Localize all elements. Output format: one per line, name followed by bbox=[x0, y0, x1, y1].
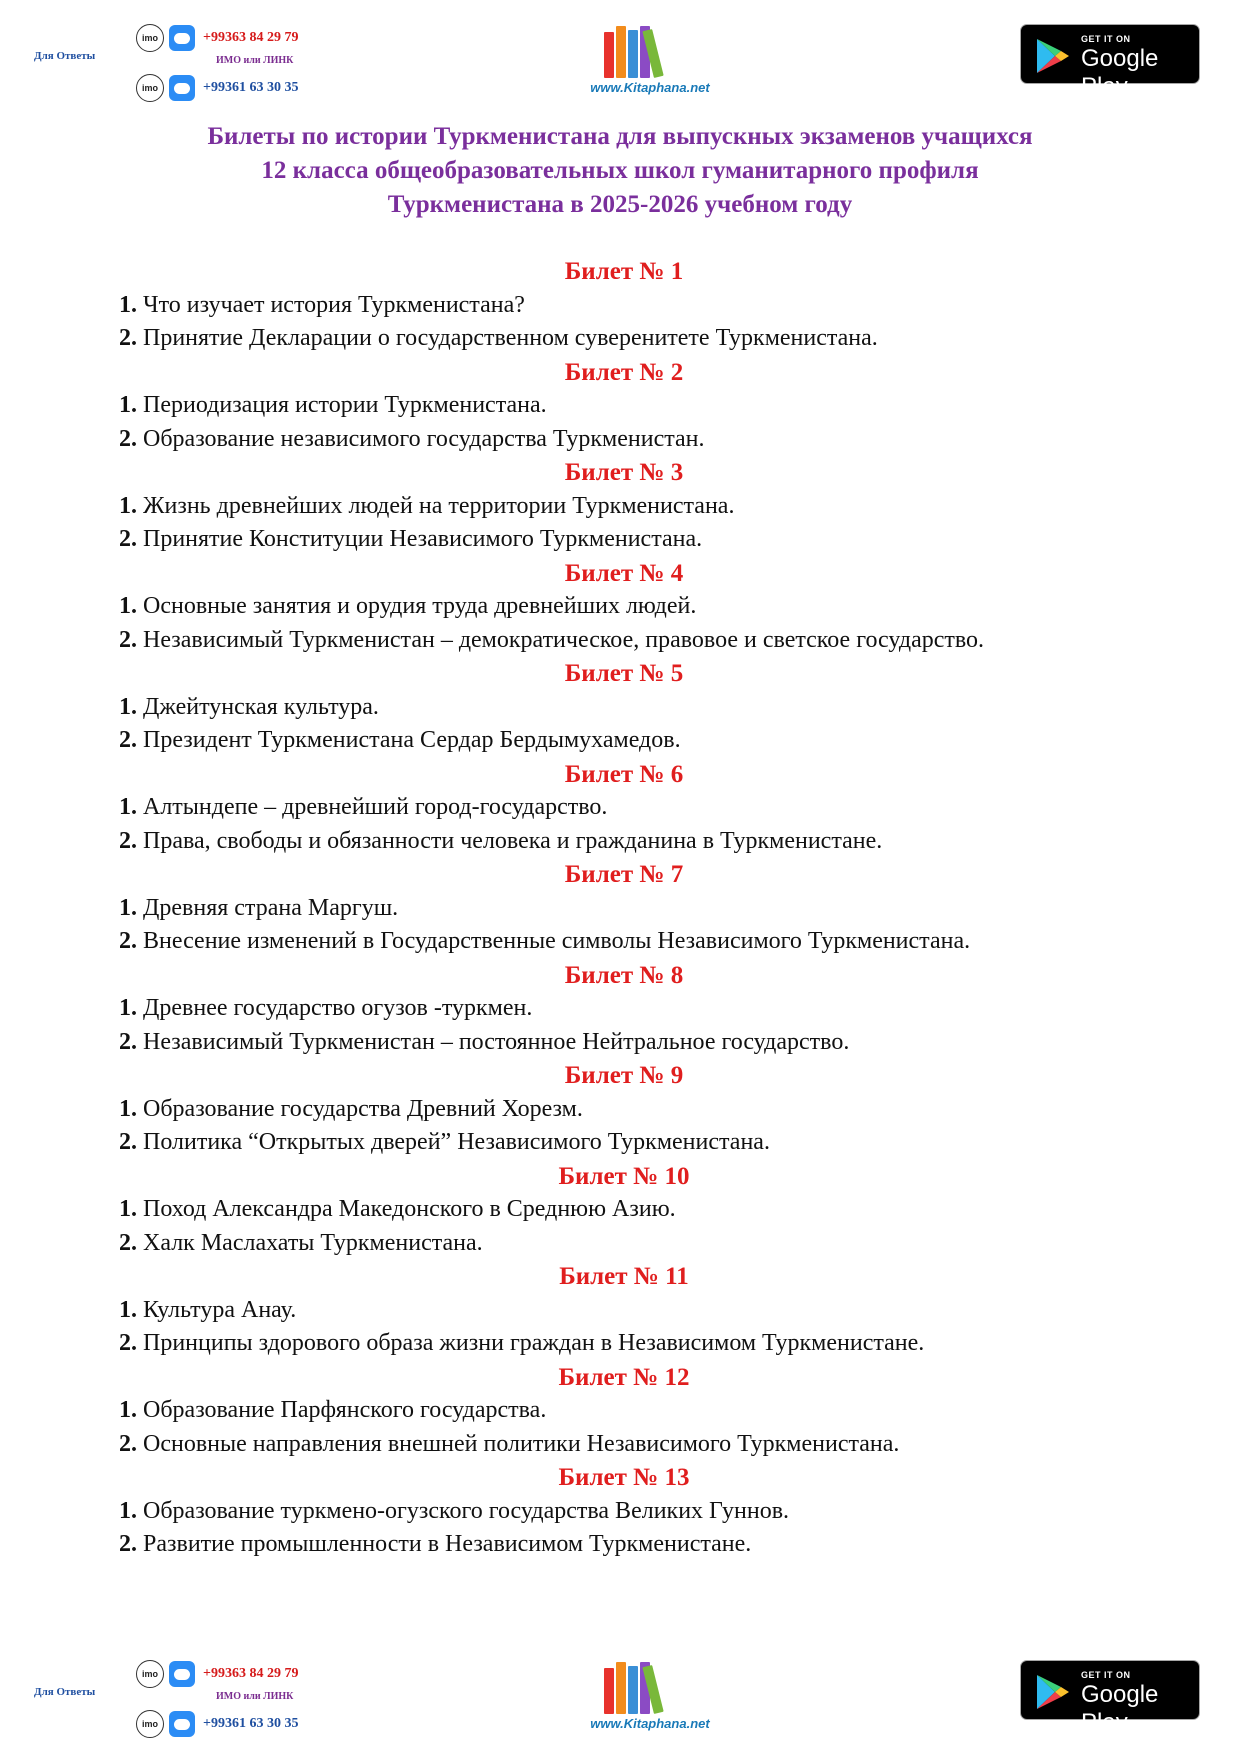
ticket-13 bbox=[119, 1461, 1129, 1562]
ticket-heading: Билет № 3 bbox=[564, 459, 684, 486]
google-play-badge[interactable] bbox=[1020, 1660, 1200, 1736]
for-answers-label: Для Ответы bbox=[34, 1686, 96, 1698]
question-1: 1. Образование государства Древний Хорезм. bbox=[119, 1095, 583, 1122]
question-2: 2. Независимый Туркменистан – демократическое, правовое и светское государство. bbox=[119, 626, 985, 653]
question-1: 1. Образование туркмено-огузского государства Великих Гуннов. bbox=[119, 1497, 790, 1524]
question-1: 1. Культура Анау. bbox=[119, 1296, 297, 1323]
ticket-8 bbox=[119, 959, 1129, 1060]
question-1: 1. Алтындепе – древнейший город-государство. bbox=[119, 794, 608, 820]
ticket-heading: Билет № 12 bbox=[558, 1363, 690, 1391]
header-band bbox=[0, 12, 1240, 112]
ticket-list bbox=[119, 255, 1129, 1562]
ticket-heading: Билет № 13 bbox=[558, 1464, 690, 1491]
question-1: 1. Что изучает история Туркменистана? bbox=[119, 291, 525, 318]
ticket-2 bbox=[119, 356, 1129, 457]
contact-row-1 bbox=[136, 1660, 298, 1688]
question-1: 1. Поход Александра Македонского в Среднюю Азию. bbox=[119, 1196, 676, 1222]
google-play-big-text: Google Play bbox=[1081, 1681, 1159, 1736]
imo-or-link-label: ИМО или ЛИНК bbox=[216, 55, 294, 66]
question-2: 2. Политика “Открытых дверей” Независимого Туркменистана. bbox=[119, 1129, 770, 1155]
google-play-badge[interactable] bbox=[1020, 24, 1200, 100]
question-2: 2. Независимый Туркменистан – постоянное Нейтральное государство. bbox=[119, 1028, 850, 1055]
ticket-12 bbox=[119, 1361, 1129, 1462]
line-messenger-icon bbox=[169, 1661, 195, 1687]
for-answers-label: Для Ответы bbox=[34, 50, 96, 62]
books-icon bbox=[604, 26, 674, 78]
contact-row-2 bbox=[136, 1710, 298, 1738]
question-1: 1. Древняя страна Маргуш. bbox=[119, 894, 399, 921]
question-2: 2. Развитие промышленности в Независимом Туркменистане. bbox=[119, 1531, 752, 1557]
imo-icon: imo bbox=[136, 1710, 164, 1738]
ticket-heading: Билет № 7 bbox=[564, 861, 684, 888]
books-icon bbox=[604, 1662, 674, 1714]
ticket-6 bbox=[119, 758, 1129, 859]
question-1: 1. Древнее государство огузов -туркмен. bbox=[119, 995, 533, 1021]
imo-icon: imo bbox=[136, 24, 164, 52]
ticket-5 bbox=[119, 657, 1129, 758]
ticket-heading: Билет № 1 bbox=[564, 258, 684, 285]
imo-icon: imo bbox=[136, 74, 164, 102]
ticket-heading: Билет № 5 bbox=[564, 660, 684, 687]
footer-band bbox=[0, 1648, 1240, 1748]
google-play-icon bbox=[1033, 37, 1071, 75]
question-2: 2. Президент Туркменистана Сердар Бердымухамедов. bbox=[119, 727, 681, 753]
google-play-big-text: Google Play bbox=[1081, 45, 1159, 100]
imo-icon: imo bbox=[136, 1660, 164, 1688]
question-1: 1. Джейтунская культура. bbox=[119, 693, 379, 720]
imo-or-link-label: ИМО или ЛИНК bbox=[216, 1691, 294, 1702]
question-2: 2. Права, свободы и обязанности человека и гражданина в Туркменистане. bbox=[119, 827, 883, 854]
site-link[interactable]: www.Kitaphana.net bbox=[590, 80, 710, 95]
page-title bbox=[100, 120, 1140, 222]
line-messenger-icon bbox=[169, 1711, 195, 1737]
contact-block bbox=[136, 12, 356, 112]
phone-number-2[interactable]: +99361 63 30 35 bbox=[203, 80, 299, 95]
google-play-small-text: GET IT ON bbox=[1081, 1670, 1131, 1680]
contact-block bbox=[136, 1648, 356, 1748]
question-1: 1. Жизнь древнейших людей на территории Туркменистана. bbox=[119, 492, 735, 519]
ticket-heading: Билет № 9 bbox=[564, 1062, 684, 1089]
question-2: 2. Халк Маслахаты Туркменистана. bbox=[119, 1229, 483, 1256]
ticket-heading: Билет № 2 bbox=[564, 358, 684, 386]
ticket-heading: Билет № 6 bbox=[564, 760, 684, 788]
kitaphana-logo[interactable] bbox=[560, 1652, 740, 1742]
title-line-3: Туркменистана в 2025-2026 учебном году bbox=[387, 191, 853, 218]
line-messenger-icon bbox=[169, 75, 195, 101]
title-line-2: 12 класса общеобразовательных школ гуманитарного профиля bbox=[261, 157, 979, 184]
question-2: 2. Принципы здорового образа жизни граждан в Независимом Туркменистане. bbox=[119, 1330, 925, 1356]
contact-row-1 bbox=[136, 24, 298, 52]
question-1: 1. Основные занятия и орудия труда древнейших людей. bbox=[119, 593, 697, 619]
ticket-11 bbox=[119, 1260, 1129, 1361]
question-2: 2. Принятие Конституции Независимого Туркменистана. bbox=[119, 526, 703, 552]
question-2: 2. Основные направления внешней политики Независимого Туркменистана. bbox=[119, 1430, 900, 1457]
phone-number-1[interactable]: +99363 84 29 79 bbox=[203, 1666, 299, 1681]
ticket-heading: Билет № 4 bbox=[564, 559, 684, 587]
ticket-heading: Билет № 11 bbox=[559, 1263, 689, 1290]
ticket-1 bbox=[119, 255, 1129, 356]
question-2: 2. Внесение изменений в Государственные символы Независимого Туркменистана. bbox=[119, 928, 971, 954]
phone-number-2[interactable]: +99361 63 30 35 bbox=[203, 1716, 299, 1731]
ticket-3 bbox=[119, 456, 1129, 557]
phone-number-1[interactable]: +99363 84 29 79 bbox=[203, 30, 299, 45]
site-link[interactable]: www.Kitaphana.net bbox=[590, 1716, 710, 1731]
kitaphana-logo[interactable] bbox=[560, 16, 740, 106]
ticket-heading: Билет № 10 bbox=[558, 1162, 690, 1190]
ticket-4 bbox=[119, 557, 1129, 658]
question-2: 2. Образование независимого государства Туркменистан. bbox=[119, 425, 705, 452]
ticket-9 bbox=[119, 1059, 1129, 1160]
question-1: 1. Образование Парфянского государства. bbox=[119, 1397, 547, 1423]
ticket-10 bbox=[119, 1160, 1129, 1261]
line-messenger-icon bbox=[169, 25, 195, 51]
ticket-heading: Билет № 8 bbox=[564, 961, 684, 989]
contact-row-2 bbox=[136, 74, 298, 102]
question-1: 1. Периодизация истории Туркменистана. bbox=[119, 392, 547, 418]
google-play-icon bbox=[1033, 1673, 1071, 1711]
question-2: 2. Принятие Декларации о государственном суверенитете Туркменистана. bbox=[119, 325, 878, 351]
title-line-1: Билеты по истории Туркменистана для выпускных экзаменов учащихся bbox=[207, 123, 1033, 150]
google-play-small-text: GET IT ON bbox=[1081, 34, 1131, 44]
ticket-7 bbox=[119, 858, 1129, 959]
